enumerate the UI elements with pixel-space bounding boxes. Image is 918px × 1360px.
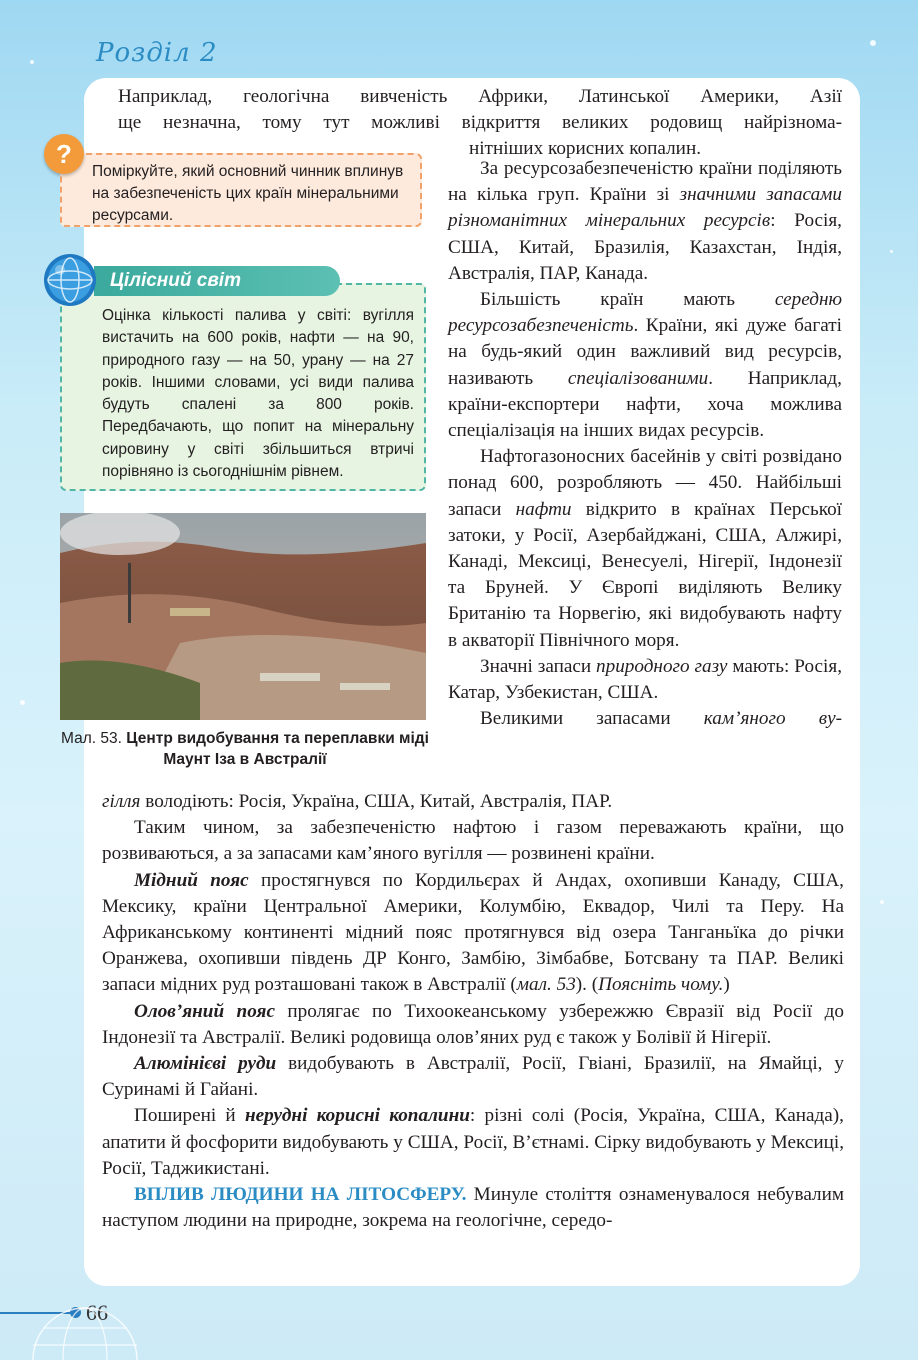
- paragraph: [102, 815, 844, 867]
- text: За ресурсозабезпеченістю країни поділяють на кілька груп. Країни зі: [448, 158, 842, 206]
- italic-text: природного газу: [596, 655, 728, 677]
- text: володіють: Росія, Україна, США, Китай, Австралія, ПАР.: [140, 791, 613, 812]
- italic-text: кам’яного ву-: [703, 708, 842, 730]
- paragraph: [102, 789, 844, 815]
- bold-italic-text: Алюмінієві руди: [134, 1053, 277, 1075]
- paragraph: [448, 706, 842, 732]
- intro-line: Наприклад, геологічна вивченість Африки, Латинської Америки, Азії: [118, 86, 842, 107]
- globe-watermark-icon: [30, 1290, 140, 1360]
- caption-title: Центр видобування та переплавки міді Маунт Іза в Австралії: [126, 730, 429, 768]
- paragraph: [448, 654, 842, 706]
- italic-text: мал. 53: [516, 974, 576, 996]
- text: мають: Росія, Катар, Узбекистан, США.: [448, 655, 842, 704]
- right-column: [448, 156, 842, 732]
- italic-text: Поясніть чому.: [598, 974, 724, 996]
- intro-text: [118, 84, 842, 163]
- text: Поширені й: [134, 1105, 245, 1127]
- text: Значні запаси: [480, 655, 597, 677]
- chapter-title: Розділ 2: [96, 38, 218, 68]
- text: Таким чином, за забезпеченістю нафтою і газом переважають країни, що розвиваються, а за запасами кам’яного вугілля — розвинені країни.: [102, 817, 844, 865]
- sparkle: [890, 250, 893, 253]
- paragraph: [448, 156, 842, 287]
- section-heading: ВПЛИВ ЛЮДИНИ НА ЛІТОСФЕРУ.: [134, 1184, 467, 1206]
- text: Великими запасами: [480, 708, 704, 730]
- paragraph: [448, 287, 842, 444]
- italic-text: середню ресурсозабезпеченість: [448, 289, 842, 337]
- globe-icon: [42, 252, 98, 308]
- sparkle: [20, 700, 25, 705]
- bold-italic-text: Олов’яний пояс: [134, 1000, 275, 1022]
- question-text: Поміркуйте, який основний чинник вплинув на забезпеченість цих країн мінеральними ресурсами.: [92, 163, 404, 224]
- text: видобувають в Австралії, Росії, Гвіані, Бразилії, на Ямайці, у Суринамі й Гайані.: [102, 1053, 844, 1101]
- text: ): [723, 974, 730, 996]
- bottom-text: [102, 789, 844, 1234]
- text: ). (: [575, 974, 599, 996]
- sparkle: [870, 40, 876, 46]
- caption-prefix: Мал. 53.: [61, 730, 122, 747]
- world-info-box: [60, 283, 426, 491]
- text: . Наприклад, країни-експортери нафти, хоча можлива спеціалізація на інших видах ресурсів.: [448, 367, 842, 442]
- italic-text: нафти: [515, 498, 572, 520]
- world-info-text: Оцінка кількості палива у світі: вугілля вистачить на 600 років, нафти — на 90, природного газу — на 50, урану — на 27 років. Іншими словами, усі види палива будуть спалені за 800 років. Передбачають, що попит на мінеральну сировину у світі збільшиться втричі порівняно із сьогоднішнім рівнем.: [102, 307, 414, 481]
- sparkle: [880, 900, 884, 904]
- text: простягнувся по Кордильєрах й Андах, охопивши Канаду, США, Мексику, країни Центральної Америки, Колумбію, Еквадор, Чилі та Перу. На Африканському континенті мідний пояс протягнувся від озера Танганьїка до річки Оранжева, охопивши південь ДР Конго, Замбію, Зімбабве, Ботсвану та ПАР. Великі запаси мідних руд розташовані також в Австралії (: [102, 869, 844, 996]
- sparkle: [30, 60, 34, 64]
- text: Минуле століття ознаменувалося небувалим наступом людини на природне, зокрема на геологічне, середо-: [102, 1184, 844, 1232]
- text: Нафтогазоносних басейнів у світі розвідано понад 600, розробляють — 450. Найбільші запаси: [448, 446, 842, 520]
- question-box: [60, 153, 422, 227]
- italic-text: значними запасами різноманітних мінеральних ресурсів: [448, 184, 842, 232]
- bold-italic-text: Мідний пояс: [134, 869, 249, 891]
- paragraph: [102, 1182, 844, 1234]
- italic-text: гілля: [102, 791, 141, 812]
- intro-line: нітніших корисних копалин.: [468, 138, 702, 160]
- text: пролягає по Тихоокеанському узбережжю Євразії від Росії до Індонезії та Австралії. Великі родовища олов’яних руд є також у Болівії й Нігерії.: [102, 1000, 844, 1048]
- page-number: 66: [86, 1300, 108, 1325]
- paragraph: [102, 1103, 844, 1182]
- paragraph: [448, 444, 842, 654]
- paragraph: [102, 1051, 844, 1103]
- intro-line: ще незначна, тому тут можливі відкриття великих родовищ найрізнома-: [118, 112, 842, 134]
- text: відкрито в країнах Перської затоки, у Росії, Азербайджані, США, Алжирі, Канаді, Мексиці, Венесуелі, Нігерії, Індонезії та Бруней. У Європі виділяють Велику Британію та Норвегію, які видобувають нафту в акваторії Північного моря.: [448, 498, 842, 651]
- text: : Росія, США, Китай, Бразилія, Казахстан, Індія, Австралія, ПАР, Канада.: [448, 210, 842, 284]
- text: . Країни, які дуже багаті на будь-який один важливий вид ресурсів, називають: [448, 315, 842, 389]
- text: Більшість країн мають: [480, 289, 775, 311]
- question-mark-icon: ?: [44, 134, 84, 174]
- paragraph: [102, 999, 844, 1051]
- italic-text: спеціалізованими: [567, 367, 709, 389]
- paragraph: [102, 868, 844, 999]
- mine-photo: [60, 513, 426, 720]
- text: : різні солі (Росія, Україна, США, Канада), апатити й фосфорити видобувають у США, Росії, В’єтнамі. Сірку видобувають у Мексиці, Росії, Таджикистані.: [102, 1105, 844, 1179]
- world-box-title: Цілісний світ: [94, 266, 340, 296]
- figure-caption: [60, 728, 430, 770]
- bold-italic-text: нерудні корисні копалини: [244, 1105, 470, 1127]
